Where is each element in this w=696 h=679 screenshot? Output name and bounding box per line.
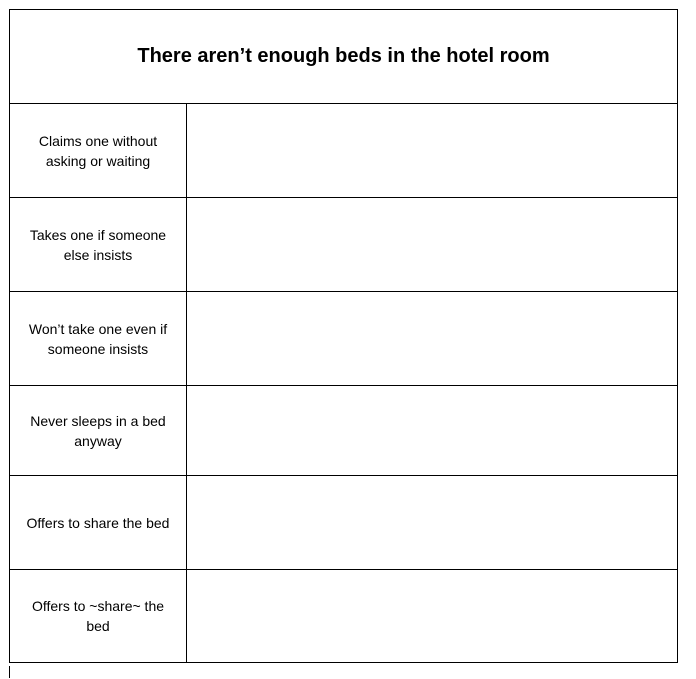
row-label: Claims one without asking or waiting <box>10 104 187 198</box>
response-cell[interactable] <box>187 198 678 292</box>
response-cell[interactable] <box>187 104 678 198</box>
response-cell[interactable] <box>187 476 678 570</box>
table-row <box>10 104 678 198</box>
row-label: Takes one if someone else insists <box>10 198 187 292</box>
table-row <box>10 292 678 386</box>
response-cell[interactable] <box>187 292 678 386</box>
table-row <box>10 476 678 570</box>
row-label: Offers to ~share~ the bed <box>10 570 187 663</box>
text-cursor <box>9 666 10 678</box>
table-row <box>10 570 678 663</box>
row-label: Offers to share the bed <box>10 476 187 570</box>
table-row <box>10 386 678 476</box>
table-row <box>10 198 678 292</box>
response-cell[interactable] <box>187 386 678 476</box>
row-label: Never sleeps in a bed anyway <box>10 386 187 476</box>
row-label: Won’t take one even if someone insists <box>10 292 187 386</box>
table-header-row <box>10 10 678 104</box>
response-cell[interactable] <box>187 570 678 663</box>
prompt-table <box>9 9 678 663</box>
table-title: There aren’t enough beds in the hotel room <box>10 10 678 104</box>
document-page <box>9 9 677 663</box>
